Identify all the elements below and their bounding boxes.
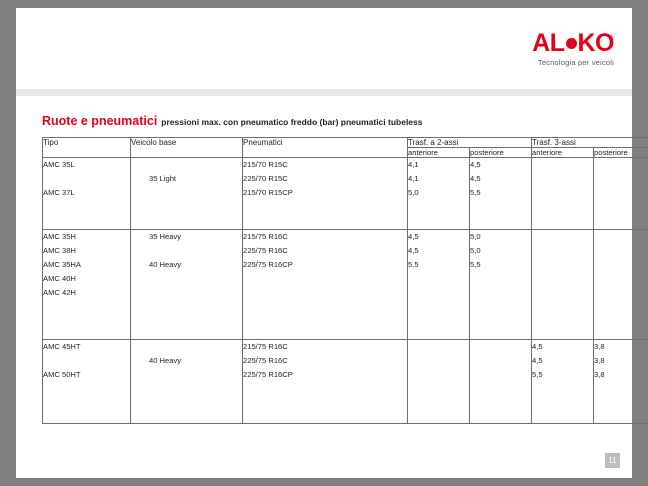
- cell-pneumatici: 215/75 R16C 225/75 R16C 225/75 R16CP: [243, 340, 408, 424]
- slide: [16, 8, 632, 478]
- logo-text-right: KO: [577, 29, 614, 57]
- subheader-posteriore-2assi: posteriore: [470, 148, 532, 158]
- logo-tagline: Tecnologia per veicoli: [537, 58, 614, 67]
- cell-posteriore-2assi: 4,5 4,5 5,5: [470, 158, 532, 230]
- header-trasf-2assi: Trasf. a 2-assi: [408, 138, 532, 148]
- page-title-main: Ruote e pneumatici: [42, 114, 158, 128]
- cell-anteriore-2assi: [408, 340, 470, 424]
- subheader-anteriore-3assi: anteriore: [532, 148, 594, 158]
- cell-posteriore-3assi: [594, 230, 648, 340]
- cell-anteriore-3assi: 4,5 4,5 5,5: [532, 340, 594, 424]
- page-number-badge: 11: [605, 453, 620, 468]
- cell-tipo: AMC 35H AMC 38H AMC 35HA AMC 40H AMC 42H: [43, 230, 131, 340]
- cell-pneumatici: 215/70 R15C 225/70 R15C 215/70 R15CP: [243, 158, 408, 230]
- cell-tipo: AMC 45HT AMC 50HT: [43, 340, 131, 424]
- logo-dot-icon: [566, 38, 577, 49]
- cell-veicolo: 40 Heavy: [131, 340, 243, 424]
- table-row: [43, 340, 648, 424]
- subheader-posteriore-3assi: posteriore: [594, 148, 648, 158]
- cell-anteriore-2assi: 4,5 4,5 5,5: [408, 230, 470, 340]
- logo-text-left: AL: [532, 29, 565, 57]
- cell-veicolo: 35 Heavy 40 Heavy: [131, 230, 243, 340]
- cell-anteriore-3assi: [532, 158, 594, 230]
- cell-posteriore-3assi: 3,8 3,8 3,8: [594, 340, 648, 424]
- header-divider: [16, 89, 632, 96]
- header-pneumatici: Pneumatici: [243, 138, 408, 158]
- cell-posteriore-2assi: 5,0 5,0 5,5: [470, 230, 532, 340]
- cell-anteriore-2assi: 4,1 4,1 5,0: [408, 158, 470, 230]
- cell-posteriore-2assi: [470, 340, 532, 424]
- tire-pressure-table: [42, 137, 648, 424]
- cell-anteriore-3assi: [532, 230, 594, 340]
- subheader-anteriore-2assi: anteriore: [408, 148, 470, 158]
- page-title-sub: pressioni max. con pneumatico freddo (bar) pneumatici tubeless: [161, 117, 423, 127]
- logo-wordmark: [532, 30, 614, 56]
- brand-logo: [532, 30, 614, 67]
- table-header-row: [43, 138, 648, 148]
- cell-pneumatici: 215/75 R16C 225/75 R16C 225/75 R16CP: [243, 230, 408, 340]
- cell-veicolo: 35 Light: [131, 158, 243, 230]
- table-row: [43, 158, 648, 230]
- header-trasf-3assi: Trasf. 3-assi: [532, 138, 648, 148]
- header-tipo: Tipo: [43, 138, 131, 158]
- header-veicolo-base: Veicolo base: [131, 138, 243, 158]
- cell-posteriore-3assi: [594, 158, 648, 230]
- page-title: [42, 112, 423, 130]
- cell-tipo: AMC 35L AMC 37L: [43, 158, 131, 230]
- table-row: [43, 230, 648, 340]
